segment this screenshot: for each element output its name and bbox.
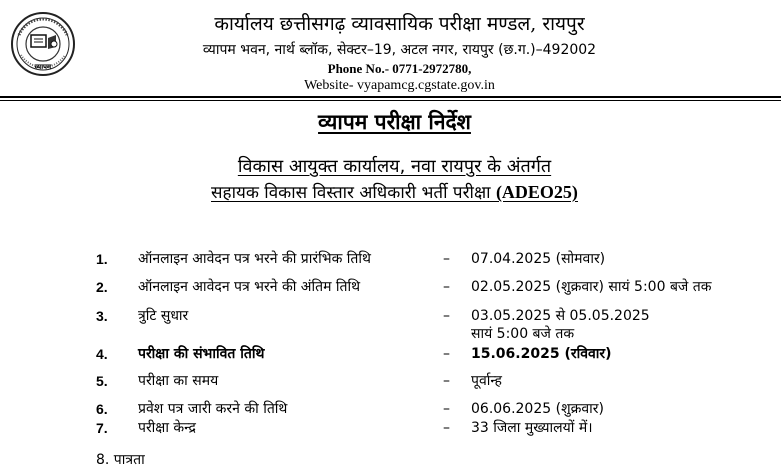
row-number: 5. <box>96 373 108 389</box>
row-label: प्रवेश पत्र जारी करने की तिथि <box>138 401 288 417</box>
row-label: ऑनलाइन आवेदन पत्र भरने की प्रारंभिक तिथि <box>138 251 371 267</box>
row-dash: – <box>443 420 450 436</box>
schedule-row <box>0 344 781 364</box>
row-value-secondary: सायं 5:00 बजे तक <box>471 326 575 342</box>
schedule-row <box>0 249 781 269</box>
row-dash: – <box>443 251 450 267</box>
row-value: 02.05.2025 (शुक्रवार) सायं 5:00 बजे तक <box>471 279 712 295</box>
row-value: 06.06.2025 (शुक्रवार) <box>471 401 604 417</box>
row-dash: – <box>443 401 450 417</box>
document-subtitle-department: विकास आयुक्त कार्यालय, नवा रायपुर के अंतर्गत <box>237 156 552 177</box>
header-divider-thick <box>0 96 781 98</box>
row-value: पूर्वान्ह <box>471 373 502 389</box>
row-dash: – <box>443 279 450 295</box>
row-number: 7. <box>96 420 108 436</box>
row-label: परीक्षा केन्द्र <box>138 420 196 436</box>
row-dash: – <box>443 308 450 324</box>
row-label: परीक्षा का समय <box>138 373 219 389</box>
row-label: ऑनलाइन आवेदन पत्र भरने की अंतिम तिथि <box>138 279 361 295</box>
next-item-cutoff: 8. पात्रता <box>96 452 145 468</box>
row-value: 15.06.2025 (रविवार) <box>471 346 612 362</box>
organization-address: व्यापम भवन, नार्थ ब्लॉक, सेक्टर–19, अटल नगर, रायपुर (छ.ग.)–492002 <box>202 42 597 58</box>
document-subtitle-exam: सहायक विकास विस्तार अधिकारी भर्ती परीक्षा (ADEO25) <box>211 182 578 203</box>
schedule-row <box>0 399 781 419</box>
row-label: परीक्षा की संभावित तिथि <box>138 346 265 362</box>
organization-phone: Phone No.- 0771-2972780, <box>327 61 472 76</box>
row-number: 6. <box>96 401 108 417</box>
row-number: 4. <box>96 346 108 362</box>
row-dash: – <box>443 373 450 389</box>
svg-text:व्यापम: व्यापम <box>34 63 52 71</box>
row-value: 07.04.2025 (सोमवार) <box>471 251 606 267</box>
schedule-row <box>0 371 781 391</box>
row-number: 1. <box>96 251 108 267</box>
exam-code: (ADEO25) <box>495 182 578 202</box>
row-value: 03.05.2025 से 05.05.2025 <box>471 308 650 324</box>
document-title: व्यापम परीक्षा निर्देश <box>318 110 471 134</box>
schedule-row <box>0 277 781 297</box>
row-number: 3. <box>96 308 108 324</box>
row-dash: – <box>443 346 450 362</box>
header-divider-thin <box>0 100 781 101</box>
row-value: 33 जिला मुख्यालयों में। <box>471 420 593 436</box>
row-label: त्रुटि सुधार <box>138 308 189 324</box>
schedule-row <box>0 306 781 342</box>
schedule-row <box>0 418 781 438</box>
row-number: 2. <box>96 279 108 295</box>
organization-website[interactable]: Website- vyapamcg.cgstate.gov.in <box>304 78 495 93</box>
organization-title: कार्यालय छत्तीसगढ़ व्यावसायिक परीक्षा मण्डल, रायपुर <box>214 13 585 35</box>
